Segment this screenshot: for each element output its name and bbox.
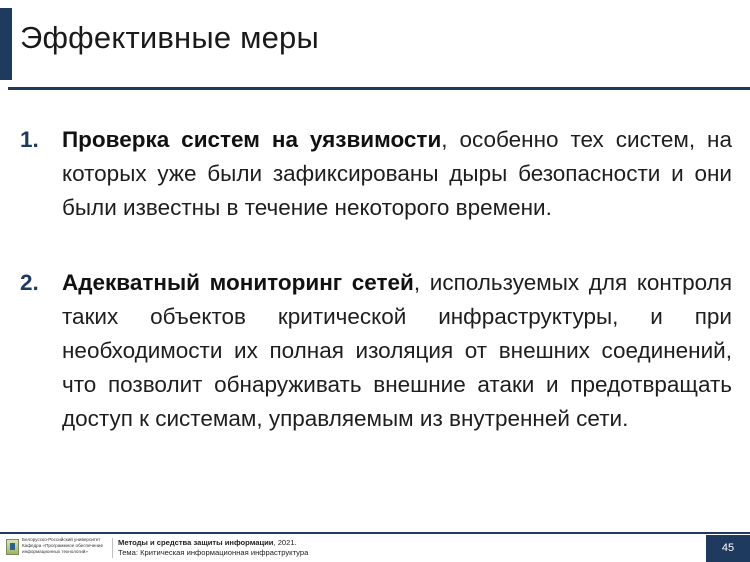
footer-separator (112, 538, 113, 558)
title-accent-bar (0, 8, 12, 80)
item-number: 2. (20, 270, 39, 295)
slide-title: Эффективные меры (20, 20, 319, 55)
footer-divider (0, 532, 750, 534)
course-name: Методы и средства защиты информации (118, 538, 274, 547)
org-line: информационных технологий» (22, 549, 88, 554)
page-number: 45 (706, 535, 750, 562)
title-divider (8, 87, 750, 90)
footer (0, 535, 750, 562)
org-line: Белорусско-Российский университет (22, 537, 101, 542)
course-line (118, 538, 308, 548)
item-paragraph (62, 266, 732, 436)
item-text: , используемых для контроля таких объектов критической инфраструктуры, и при необходимости их полная изоляция от внешних соединений, что позволит обнаруживать внешние атаки и предотвращать доступ к системам, управляемым из внутренней сети. (62, 270, 733, 431)
university-logo-icon (6, 539, 19, 555)
item-paragraph (62, 123, 732, 225)
list-item (20, 123, 732, 225)
item-number: 1. (20, 127, 39, 152)
list-item (20, 266, 732, 436)
item-heading: Проверка систем на уязвимости (62, 127, 442, 152)
org-info (22, 537, 108, 555)
item-text: , особенно тех систем, на которых уже были зафиксированы дыры безопасности и они были известны в течение некоторого времени. (62, 127, 732, 220)
course-year: , 2021. (273, 538, 297, 547)
org-line: Кафедра «Программное обеспечение (22, 543, 104, 548)
item-heading: Адекватный мониторинг сетей (62, 270, 414, 295)
topic-line: Тема: Критическая информационная инфраструктура (118, 548, 309, 557)
measures-list (20, 123, 732, 436)
course-info (118, 538, 308, 558)
